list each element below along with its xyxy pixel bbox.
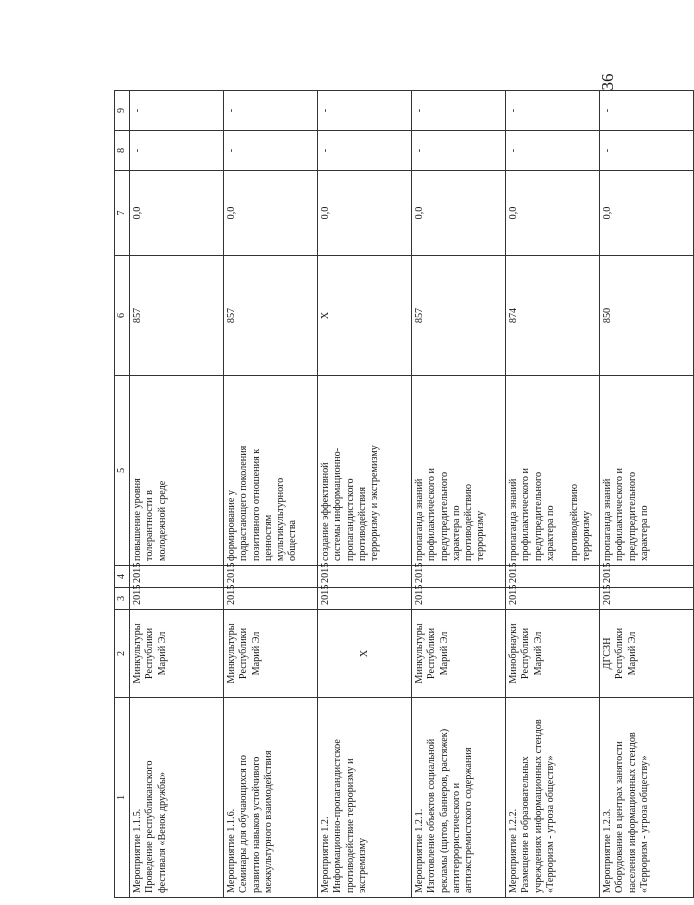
col8-cell: - [412, 131, 506, 171]
measure-name-line: Оборудование в центрах занятости [614, 741, 626, 893]
page-number-text: 36 [598, 73, 617, 91]
table-row [130, 91, 224, 898]
expected-result-line: повышение уровня [132, 478, 144, 561]
expected-result-line: предупредительного [532, 471, 544, 561]
measure-name-line: Размещение в образовательных [520, 756, 532, 893]
measure-name-line: населения информационных стендов [626, 732, 638, 893]
financing-cell: 0,0 [224, 171, 318, 256]
table-row [318, 91, 412, 898]
executor-line: Республики [426, 627, 438, 680]
executor-cell [224, 610, 318, 698]
table-body [130, 91, 694, 898]
end-year-cell: 2015 [318, 566, 412, 588]
expected-result-line: пропаганда знаний [602, 478, 614, 561]
measure-name-line: противодействие терроризму и [344, 758, 356, 893]
expected-result-cell [318, 376, 412, 566]
table-row [412, 91, 506, 898]
expected-result-line: пропагандистского [344, 478, 356, 561]
budget-code-cell: 857 [412, 256, 506, 376]
budget-code-cell: 857 [130, 256, 224, 376]
col9-cell: - [130, 91, 224, 131]
expected-result-line: терроризму [475, 510, 487, 561]
measure-name-line: Мероприятие 1.2.1. [414, 808, 426, 893]
col9-cell: - [318, 91, 412, 131]
start-year-cell: 2015 [224, 588, 318, 610]
expected-result-line: мультикультурного [275, 477, 287, 561]
column-header-8: 8 [115, 131, 130, 171]
executor-line: Марий Эл [156, 631, 168, 676]
financing-cell: 0,0 [506, 171, 600, 256]
measure-name-line: Мероприятие 1.2. [320, 816, 332, 893]
expected-result-line: общества [287, 519, 299, 561]
expected-result-line: профилактического и [614, 468, 626, 561]
end-year-cell: 2015 [506, 566, 600, 588]
expected-result-cell [130, 376, 224, 566]
measure-name-line: Мероприятие 1.2.2. [508, 808, 520, 893]
measure-name-line: «Терроризм - угроза обществу» [638, 755, 650, 893]
column-header-1: 1 [115, 698, 130, 898]
col8-cell: - [600, 131, 694, 171]
measures-table [114, 90, 694, 898]
table-header-row [115, 91, 130, 898]
expected-result-line: профилактического и [520, 468, 532, 561]
measure-name-line: антиэкстремистского содержания [463, 747, 475, 893]
table-row [224, 91, 318, 898]
executor-line: Республики [520, 627, 532, 680]
expected-result-line: противодействию [569, 484, 581, 561]
measure-name-cell [224, 698, 318, 898]
measure-name-line: Изготовление объектов социальной [426, 738, 438, 893]
expected-result-line: позитивного отношения к [250, 448, 262, 561]
executor-line: X [358, 649, 370, 658]
executor-cell [600, 610, 694, 698]
executor-line: Минобрнауки [508, 623, 520, 684]
column-header-5: 5 [115, 376, 130, 566]
expected-result-line: предупредительного [626, 471, 638, 561]
executor-line: Минкультуры [226, 623, 238, 684]
col8-cell: - [224, 131, 318, 171]
measure-name-line: Мероприятие 1.1.6. [226, 808, 238, 893]
col9-cell: - [600, 91, 694, 131]
expected-result-line: пропаганда знаний [508, 478, 520, 561]
measure-name-line: Информационно-пропагандистское [332, 739, 344, 893]
budget-code-cell: 857 [224, 256, 318, 376]
financing-cell: 0,0 [130, 171, 224, 256]
expected-result-line: молодежной среде [156, 480, 168, 561]
measure-name-line: антитеррористического и [450, 782, 462, 893]
expected-result-line: пропаганда знаний [414, 478, 426, 561]
financing-cell: 0,0 [600, 171, 694, 256]
col8-cell: - [130, 131, 224, 171]
col9-cell: - [412, 91, 506, 131]
expected-result-line [557, 380, 569, 561]
expected-result-line: подрастающего поколения [238, 445, 250, 561]
col9-cell: - [224, 91, 318, 131]
col9-cell: - [506, 91, 600, 131]
executor-line: Марий Эл [438, 631, 450, 676]
measure-name-line: Мероприятие 1.2.3. [602, 808, 614, 893]
measure-name-line: развитию навыков устойчивого [250, 756, 262, 893]
budget-code-cell: 850 [600, 256, 694, 376]
budget-code-cell: X [318, 256, 412, 376]
executor-cell [130, 610, 224, 698]
expected-result-cell [412, 376, 506, 566]
start-year-cell: 2015 [506, 588, 600, 610]
column-header-9: 9 [115, 91, 130, 131]
expected-result-line: создание эффективной [320, 462, 332, 561]
expected-result-line: характера по [544, 505, 556, 561]
start-year-cell: 2015 [130, 588, 224, 610]
measure-name-cell [318, 698, 412, 898]
column-header-4: 4 [115, 566, 130, 588]
expected-result-line: предупредительного [438, 471, 450, 561]
measure-name-cell [506, 698, 600, 898]
executor-line: Республики [614, 627, 626, 680]
column-header-7: 7 [115, 171, 130, 256]
executor-line: Марий Эл [250, 631, 262, 676]
expected-result-line: противодействию [463, 484, 475, 561]
table-row [600, 91, 694, 898]
start-year-cell: 2015 [318, 588, 412, 610]
measure-name-line: «Терроризм - угроза обществу» [544, 755, 556, 893]
measure-name-line: Проведение республиканского [144, 760, 156, 893]
executor-line: Республики [238, 627, 250, 680]
expected-result-line: характера по [450, 505, 462, 561]
expected-result-cell [600, 376, 694, 566]
end-year-cell: 2015 [412, 566, 506, 588]
expected-result-line: формирование у [226, 490, 238, 561]
executor-cell [412, 610, 506, 698]
executor-cell [506, 610, 600, 698]
executor-line: Марий Эл [626, 631, 638, 676]
table-row [506, 91, 600, 898]
expected-result-line: ценностям [262, 514, 274, 561]
expected-result-cell [224, 376, 318, 566]
measure-name-cell [130, 698, 224, 898]
column-header-6: 6 [115, 256, 130, 376]
executor-line: Марий Эл [532, 631, 544, 676]
measure-name-line: рекламы (щитов, баннеров, растяжек) [438, 728, 450, 893]
end-year-cell: 2015 [224, 566, 318, 588]
expected-result-line: характера по [638, 505, 650, 561]
financing-cell: 0,0 [412, 171, 506, 256]
expected-result-line: терроризму и экстремизму [369, 445, 381, 561]
measure-name-line: Мероприятие 1.1.5. [132, 808, 144, 893]
col8-cell: - [506, 131, 600, 171]
start-year-cell: 2015 [600, 588, 694, 610]
column-header-3: 3 [115, 588, 130, 610]
measure-name-line: экстремизму [356, 837, 368, 893]
measure-name-line: межкультурного взаимодействия [262, 750, 274, 893]
measure-name-cell [412, 698, 506, 898]
executor-line: Минкультуры [132, 623, 144, 684]
executor-cell [318, 610, 412, 698]
measure-name-line: учреждениях информационных стендов [532, 719, 544, 893]
measure-name-line: фестиваля «Венок дружбы» [156, 772, 168, 893]
expected-result-line: толерантности в [144, 490, 156, 561]
expected-result-line: противодействия [356, 486, 368, 561]
financing-cell: 0,0 [318, 171, 412, 256]
expected-result-line: системы информационно- [332, 447, 344, 561]
executor-line: Республики [144, 627, 156, 680]
measure-name-line: Семинары для обучающихся по [238, 755, 250, 893]
start-year-cell: 2015 [412, 588, 506, 610]
col8-cell: - [318, 131, 412, 171]
expected-result-line: профилактического и [426, 468, 438, 561]
column-header-2: 2 [115, 610, 130, 698]
table-container [114, 91, 650, 898]
end-year-cell: 2015 [130, 566, 224, 588]
end-year-cell: 2015 [600, 566, 694, 588]
measure-name-cell [600, 698, 694, 898]
executor-line: ДГСЗН [602, 637, 614, 670]
budget-code-cell: 874 [506, 256, 600, 376]
expected-result-line: терроризму [581, 510, 593, 561]
expected-result-cell [506, 376, 600, 566]
executor-line: Минкультуры [414, 623, 426, 684]
